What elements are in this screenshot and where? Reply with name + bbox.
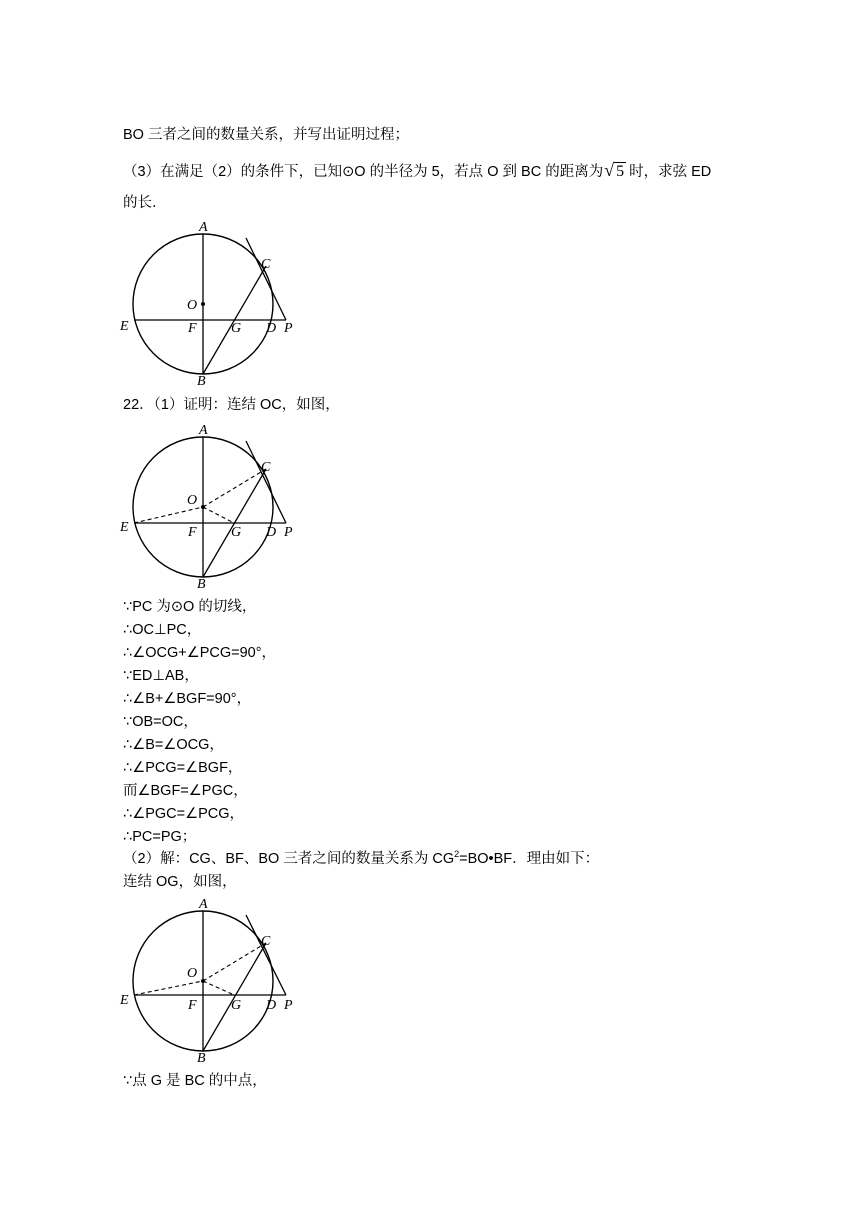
problem-line-3: 的长．	[123, 195, 167, 211]
proof-step: ∵OB=OC，	[123, 714, 198, 730]
label-P: P	[284, 525, 293, 540]
label-F: F	[188, 525, 197, 540]
proof-step: ∴∠PCG=∠BGF，	[123, 760, 243, 776]
label-O: O	[187, 966, 198, 981]
geometry-figure-2	[118, 421, 318, 591]
label-E: E	[120, 520, 129, 535]
sqrt-expression: √ 5	[604, 160, 625, 180]
label-O: O	[187, 493, 198, 508]
solution-heading: 22．（1）证明：连结 OC，如图，	[123, 397, 340, 413]
label-G: G	[231, 525, 242, 540]
geometry-figure-3	[118, 895, 318, 1065]
label-A: A	[199, 897, 208, 912]
problem-line-2	[123, 160, 711, 182]
label-E: E	[120, 993, 129, 1008]
problem-line-2-post: 时，求弦 ED	[629, 164, 712, 180]
proof-step: ∵ED⊥AB，	[123, 668, 199, 684]
proof-step: ∵PC 为⊙O 的切线，	[123, 599, 257, 615]
label-D: D	[266, 998, 277, 1013]
label-F: F	[188, 998, 197, 1013]
label-C: C	[261, 460, 271, 475]
part2-line-2: 连结 OG，如图，	[123, 874, 237, 890]
label-O: O	[187, 298, 198, 313]
label-B: B	[197, 374, 206, 388]
part2-line-1	[123, 849, 599, 869]
proof-step: ∴PC=PG；	[123, 829, 197, 845]
label-C: C	[261, 934, 271, 949]
proof-step: ∴OC⊥PC，	[123, 622, 202, 638]
label-G: G	[231, 321, 242, 336]
label-A: A	[199, 220, 208, 235]
geometry-figure-1	[118, 218, 318, 388]
label-F: F	[188, 321, 197, 336]
label-P: P	[284, 321, 293, 336]
proof-step: ∴∠B=∠OCG，	[123, 737, 224, 753]
proof-step: ∴∠B+∠BGF=90°，	[123, 691, 252, 707]
problem-line-1: BO 三者之间的数量关系，并写出证明过程；	[123, 127, 409, 143]
part2-post: =BO•BF．理由如下：	[459, 851, 600, 867]
final-line: ∵点 G 是 BC 的中点，	[123, 1073, 267, 1089]
label-B: B	[197, 1051, 206, 1065]
label-C: C	[261, 257, 271, 272]
problem-line-2-pre: （3）在满足（2）的条件下，已知⊙O 的半径为 5，若点 O 到 BC 的距离为	[123, 164, 604, 180]
label-A: A	[199, 423, 208, 438]
proof-step: ∴∠OCG+∠PCG=90°，	[123, 645, 277, 661]
label-G: G	[231, 998, 242, 1013]
sqrt-radicand: 5	[616, 163, 625, 180]
proof-step: 而∠BGF=∠PGC，	[123, 783, 248, 799]
part2-pre: （2）解：CG、BF、BO 三者之间的数量关系为 CG	[123, 851, 455, 867]
label-E: E	[120, 319, 129, 334]
part2-superscript: 2	[454, 849, 460, 860]
label-D: D	[266, 525, 277, 540]
proof-step: ∴∠PGC=∠PCG，	[123, 806, 245, 822]
label-D: D	[266, 321, 277, 336]
label-P: P	[284, 998, 293, 1013]
label-B: B	[197, 577, 206, 591]
